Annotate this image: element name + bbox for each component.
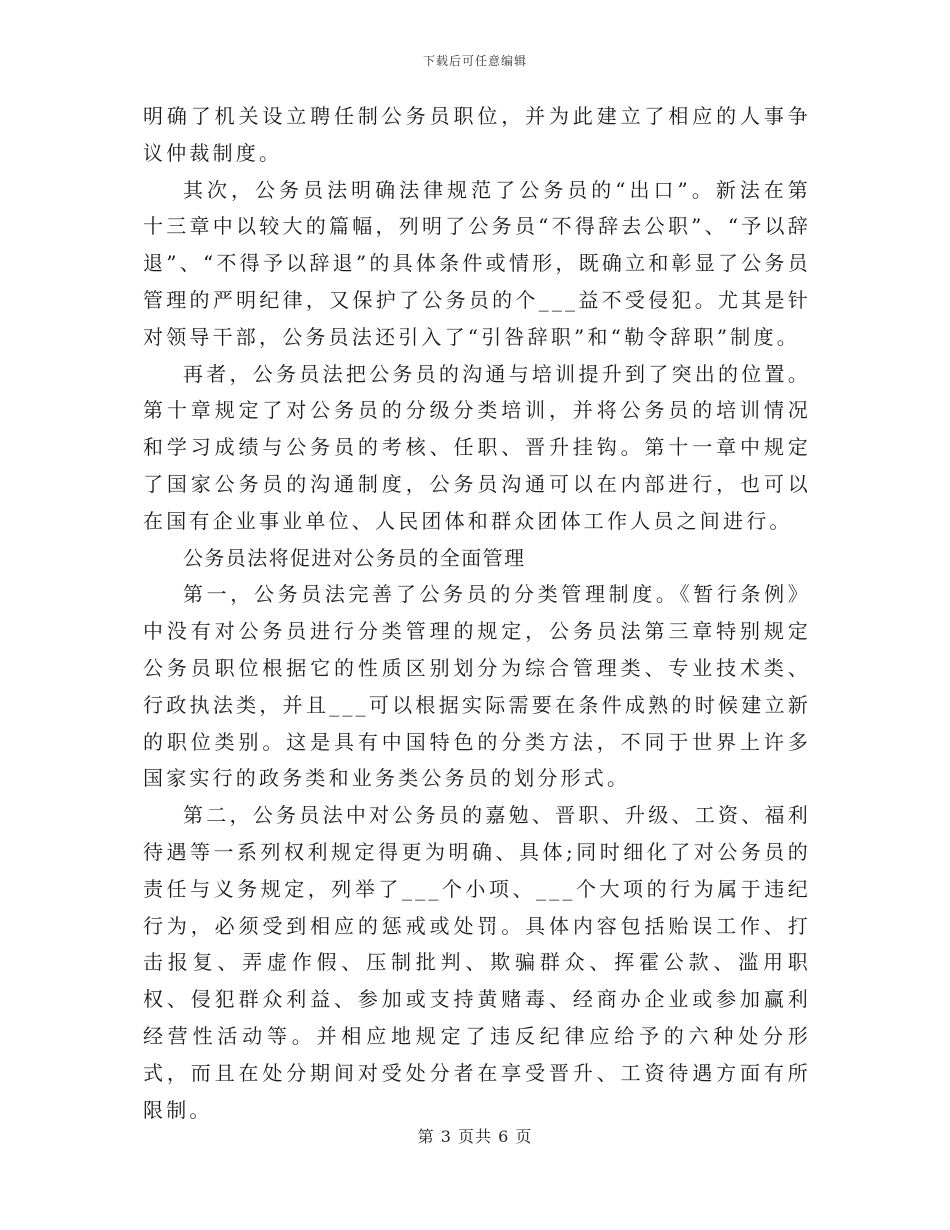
paragraph-3: 再者，公务员法把公务员的沟通与培训提升到了突出的位置。第十章规定了对公务员的分级分类培训，并将公务员的培训情况和学习成绩与公务员的考核、任职、晋升挂钩。第十一章中规定了国家公务员的沟通制度，公务员沟通可以在内部进行，也可以在国有企业事业单位、人民团体和群众团体工作人员之间进行。 — [143, 361, 811, 533]
paragraph-5: 第二，公务员法中对公务员的嘉勉、晋职、升级、工资、福利待遇等一系列权利规定得更为明确、具体;同时细化了对公务员的责任与义务规定，列举了___个小项、___个大项的行为属于违纪行为，必须受到相应的惩戒或处罚。具体内容包括贻误工作、打击报复、弄虚作假、压制批判、欺骗群众、挥霍公款、滥用职权、侵犯群众利益、参加或支持黄赌毒、经商办企业或参加赢利经营性活动等。并相应地规定了违反纪律应给予的六种处分形式，而且在处分期间对受处分者在享受晋升、工资待遇方面有所限制。 — [143, 803, 811, 1122]
page-number: 第 3 页共 6 页 — [417, 1127, 533, 1146]
section-heading: 公务员法将促进对公务员的全面管理 — [183, 545, 526, 570]
paragraph-4: 第一，公务员法完善了公务员的分类管理制度。《暂行条例》中没有对公务员进行分类管理的规定，公务员法第三章特别规定公务员职位根据它的性质区别划分为综合管理类、专业技术类、行政执法类，并且___可以根据实际需要在条件成熟的时候建立新的职位类别。这是具有中国特色的分类方法，不同于世界上许多国家实行的政务类和业务类公务员的划分形式。 — [143, 582, 811, 791]
document-body — [143, 98, 811, 1128]
page-header: 下载后可任意编辑 — [422, 54, 527, 68]
paragraph-2: 其次，公务员法明确法律规范了公务员的“出口”。新法在第十三章中以较大的篇幅，列明了公务员“不得辞去公职”、“予以辞退”、“不得予以辞退”的具体条件或情形，既确立和彰显了公务员管理的严明纪律，又保护了公务员的个___益不受侵犯。尤其是针对领导干部，公务员法还引入了“引咎辞职”和“勒令辞职”制度。 — [143, 177, 811, 349]
paragraph-1: 明确了机关设立聘任制公务员职位，并为此建立了相应的人事争议仲裁制度。 — [143, 104, 811, 165]
